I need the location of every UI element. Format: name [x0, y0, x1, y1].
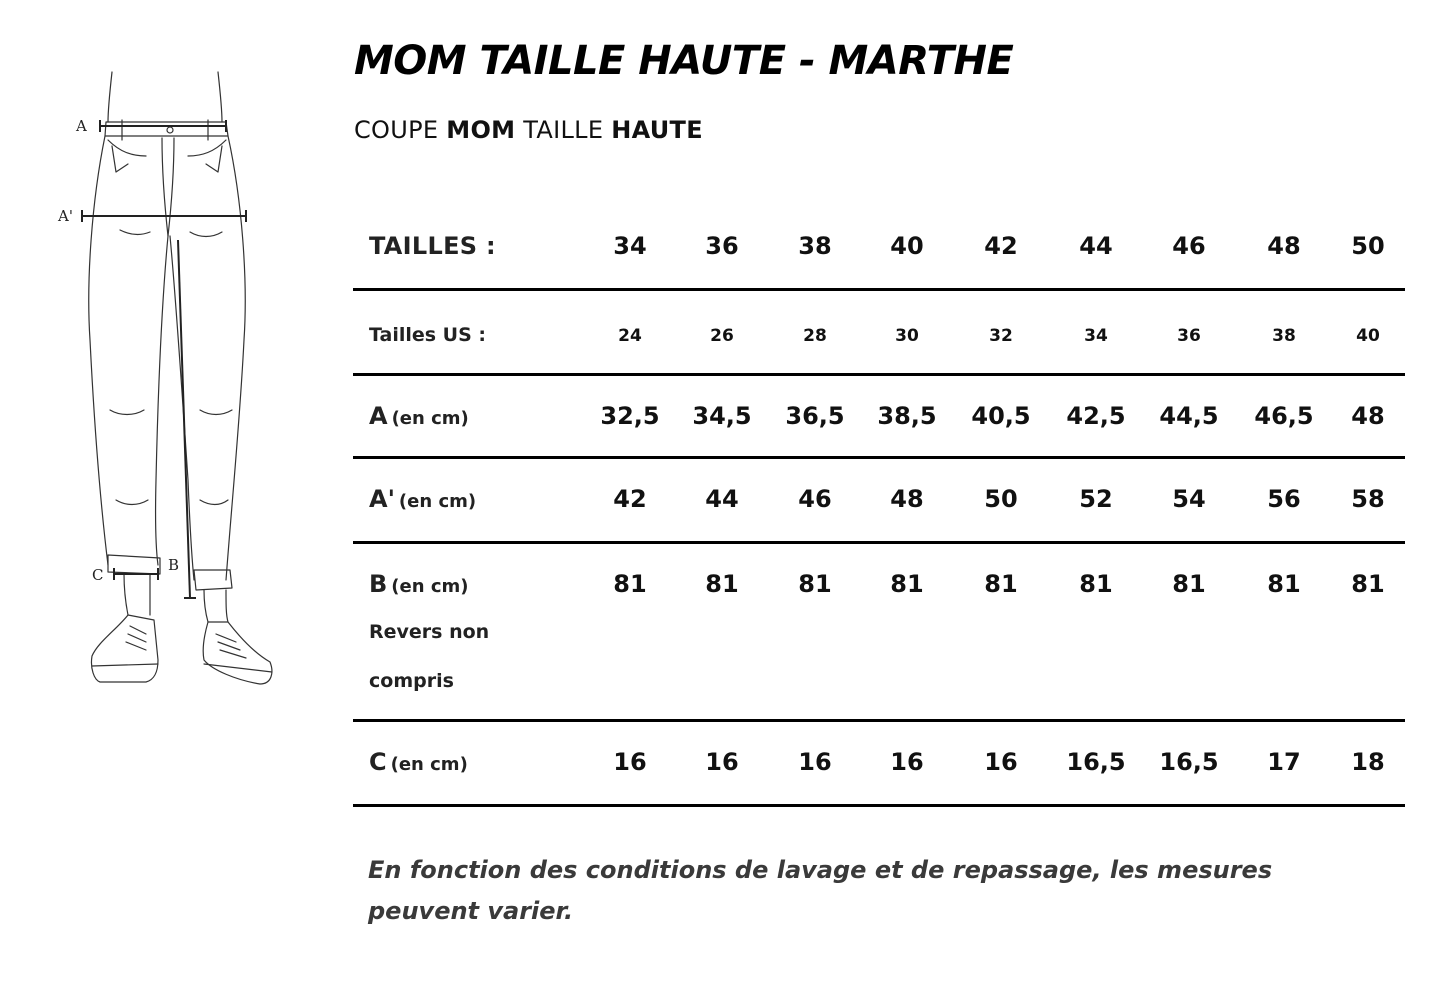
table-cell: 36 — [1177, 326, 1201, 346]
header-cell: 46 — [1172, 232, 1206, 260]
table-cell: 40 — [1356, 326, 1380, 346]
label-c: C — [92, 566, 104, 584]
table-cell: 44 — [705, 485, 739, 513]
label-a: A — [76, 117, 87, 135]
table-cell: 24 — [618, 326, 642, 346]
table-row-a-prime — [353, 459, 1405, 544]
table-cell: 58 — [1351, 485, 1385, 513]
table-cell: 16 — [984, 748, 1018, 776]
row-label-us: Tailles US : — [369, 324, 487, 346]
table-cell: 46,5 — [1254, 402, 1314, 430]
subtitle-part-3: TAILLE — [515, 116, 612, 144]
table-cell: 16 — [798, 748, 832, 776]
row-label-c-letter: C — [369, 748, 387, 776]
table-cell: 81 — [705, 570, 739, 598]
row-b-note-line-1: Revers non — [369, 621, 490, 643]
row-label-c — [369, 748, 468, 776]
product-subtitle — [354, 116, 703, 144]
table-row-a — [353, 376, 1405, 459]
table-cell: 81 — [890, 570, 924, 598]
table-cell: 36,5 — [785, 402, 845, 430]
table-cell: 44,5 — [1159, 402, 1219, 430]
table-cell: 48 — [890, 485, 924, 513]
table-cell: 32,5 — [600, 402, 660, 430]
row-label-b — [369, 570, 468, 598]
table-cell: 81 — [1351, 570, 1385, 598]
row-label-a-prime-letter: A' — [369, 485, 395, 513]
row-label-a — [369, 402, 469, 430]
table-cell: 17 — [1267, 748, 1301, 776]
table-cell: 16 — [705, 748, 739, 776]
table-cell: 50 — [984, 485, 1018, 513]
table-cell: 38 — [1272, 326, 1296, 346]
care-footnote: En fonction des conditions de lavage et de repassage, les mesures peuvent varier. — [368, 856, 1273, 925]
table-cell: 42,5 — [1066, 402, 1126, 430]
table-cell: 42 — [613, 485, 647, 513]
table-cell: 16 — [613, 748, 647, 776]
header-cell: 50 — [1351, 232, 1385, 260]
subtitle-part-1: COUPE — [354, 116, 447, 144]
header-cell: 42 — [984, 232, 1018, 260]
table-cell: 16,5 — [1066, 748, 1126, 776]
table-row-us-sizes — [353, 291, 1405, 376]
table-cell: 34,5 — [692, 402, 752, 430]
label-b: B — [168, 556, 180, 574]
table-cell: 16 — [890, 748, 924, 776]
row-label-c-unit: (en cm) — [390, 754, 468, 775]
table-cell: 81 — [1172, 570, 1206, 598]
table-cell: 18 — [1351, 748, 1385, 776]
table-cell: 81 — [1079, 570, 1113, 598]
row-label-a-prime-unit: (en cm) — [398, 491, 477, 512]
table-cell: 30 — [895, 326, 919, 346]
table-cell: 81 — [798, 570, 832, 598]
product-title: MOM TAILLE HAUTE - MARTHE — [354, 38, 1014, 84]
table-cell: 16,5 — [1159, 748, 1219, 776]
table-row-c — [353, 722, 1405, 807]
label-a-prime: A' — [58, 207, 73, 225]
table-cell: 48 — [1351, 402, 1385, 430]
header-label: TAILLES : — [369, 232, 496, 260]
size-table — [353, 204, 1405, 807]
subtitle-part-4: HAUTE — [611, 116, 703, 144]
header-cell: 40 — [890, 232, 924, 260]
row-label-a-letter: A — [369, 402, 388, 430]
table-cell: 81 — [613, 570, 647, 598]
table-cell: 34 — [1084, 326, 1108, 346]
subtitle-part-2: MOM — [446, 116, 516, 144]
header-cell: 38 — [798, 232, 832, 260]
table-row-b — [353, 544, 1405, 722]
table-cell: 38,5 — [877, 402, 937, 430]
table-cell: 81 — [984, 570, 1018, 598]
table-cell: 28 — [803, 326, 827, 346]
row-label-b-unit: (en cm) — [391, 576, 469, 597]
table-cell: 26 — [710, 326, 734, 346]
table-cell: 54 — [1172, 485, 1206, 513]
row-label-a-prime — [369, 485, 476, 513]
table-cell: 52 — [1079, 485, 1113, 513]
header-cell: 34 — [613, 232, 647, 260]
row-b-note-line-2: compris — [369, 670, 454, 692]
table-cell: 46 — [798, 485, 832, 513]
jeans-measurement-diagram — [50, 60, 290, 700]
table-header-row — [353, 204, 1405, 291]
table-cell: 32 — [989, 326, 1013, 346]
row-label-b-letter: B — [369, 570, 388, 598]
jeans-icon — [50, 60, 290, 700]
header-cell: 48 — [1267, 232, 1301, 260]
header-cell: 36 — [705, 232, 739, 260]
header-cell: 44 — [1079, 232, 1113, 260]
table-cell: 56 — [1267, 485, 1301, 513]
table-cell: 81 — [1267, 570, 1301, 598]
row-label-a-unit: (en cm) — [391, 408, 469, 429]
table-cell: 40,5 — [971, 402, 1031, 430]
